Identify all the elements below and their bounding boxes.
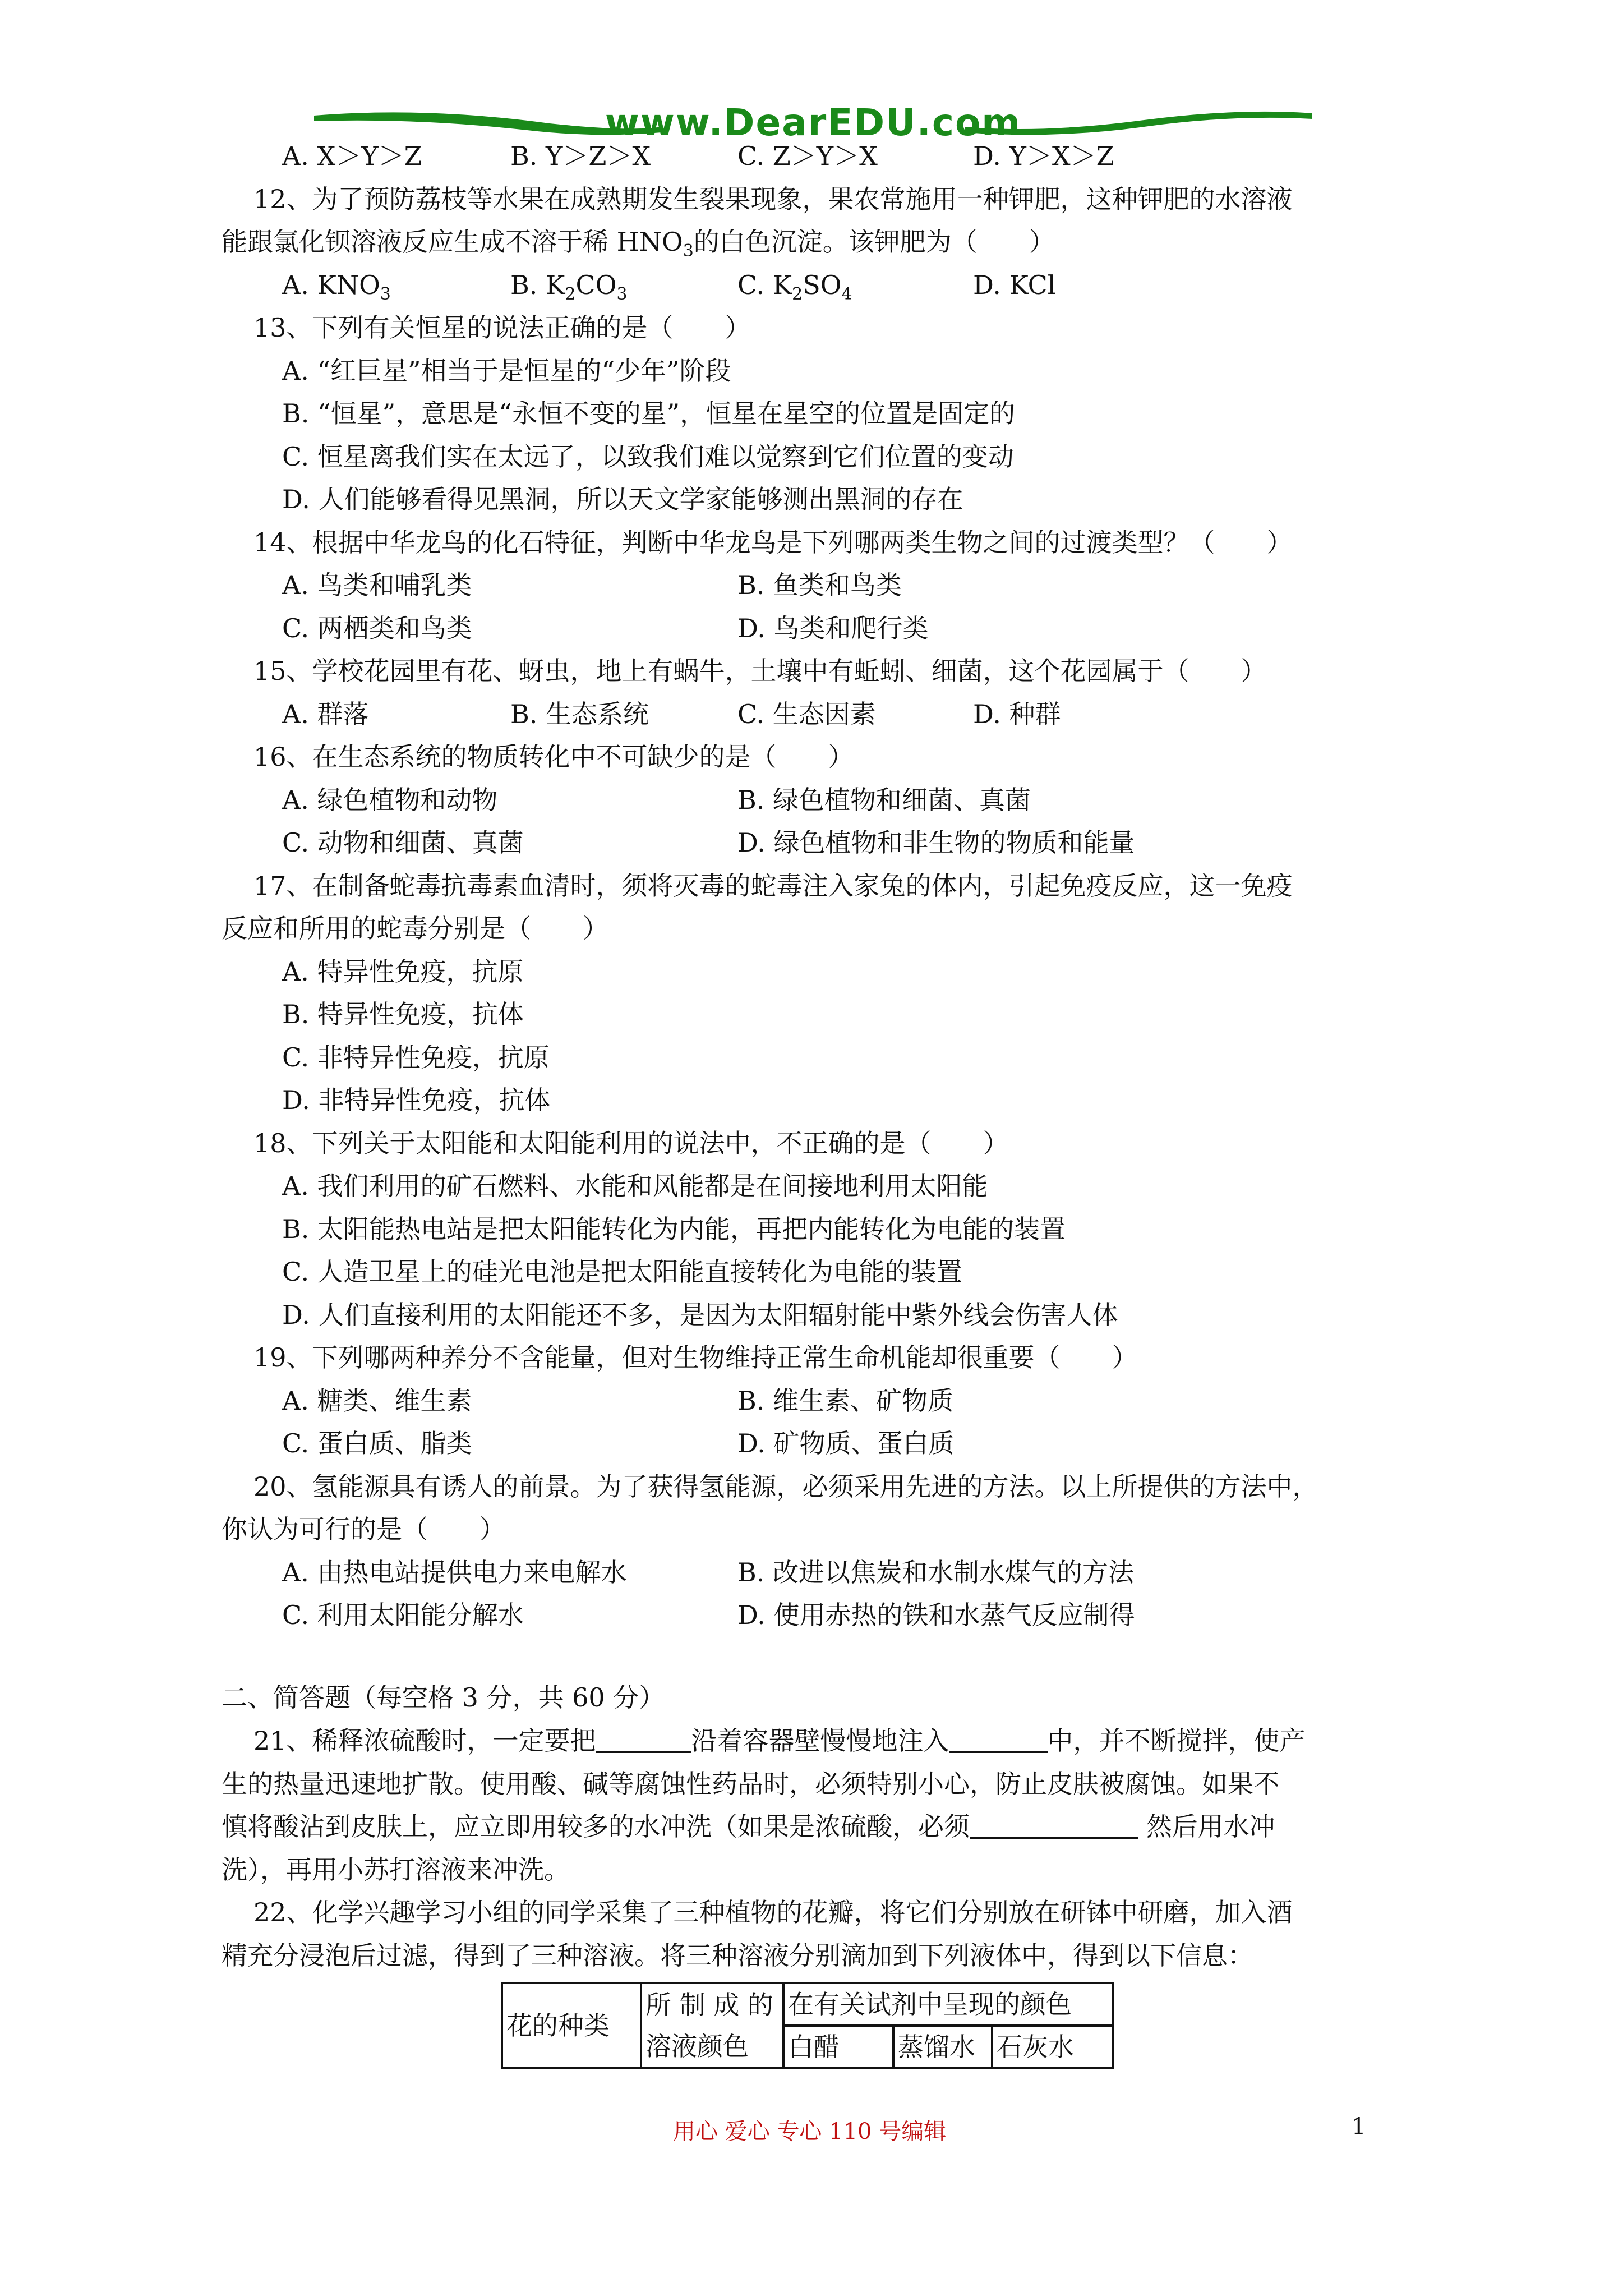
q13-option-d: D. 人们能够看得见黑洞，所以天文学家能够测出黑洞的存在 (282, 484, 963, 514)
q20-option-a: A. 由热电站提供电力来电解水 (282, 1557, 627, 1588)
q14-option-d: D. 鸟类和爬行类 (737, 613, 929, 643)
q16-stem: 16、在生态系统的物质转化中不可缺少的是（ ） (253, 742, 854, 772)
section-heading: 二、简答题（每空格 3 分，共 60 分） (222, 1682, 665, 1713)
page-number: 1 (1352, 2114, 1366, 2139)
answer-blank-3[interactable] (970, 1812, 1138, 1839)
q18-option-b: B. 太阳能热电站是把太阳能转化为内能，再把内能转化为电能的装置 (282, 1214, 1066, 1244)
q17-stem-line1: 17、在制备蛇毒抗毒素血清时，须将灭毒的蛇毒注入家兔的体内，引起免疫反应，这一免疫 (253, 871, 1293, 901)
q21-line2: 生的热量迅速地扩散。使用酸、碱等腐蚀性药品时，必须特别小心，防止皮肤被腐蚀。如果不 (222, 1769, 1279, 1799)
q11-option-b: B. Y＞Z＞X (510, 141, 651, 171)
q14-option-a: A. 鸟类和哺乳类 (282, 570, 472, 600)
q13-stem: 13、下列有关恒星的说法正确的是（ ） (253, 312, 751, 343)
q12-stem-line2: 能跟氯化钡溶液反应生成不溶于稀 $HNO_3$的白色沉淀。该钾肥为（ ） (222, 227, 1055, 261)
q19-option-b: B. 维生素、矿物质 (737, 1386, 954, 1416)
q14-option-b: B. 鱼类和鸟类 (737, 570, 902, 600)
q18-option-c: C. 人造卫星上的硅光电池是把太阳能直接转化为电能的装置 (282, 1257, 962, 1287)
q15-option-b: B. 生态系统 (510, 699, 649, 729)
flower-color-table (501, 1982, 1114, 2069)
q18-stem: 18、下列关于太阳能和太阳能利用的说法中，不正确的是（ ） (253, 1128, 1009, 1158)
q20-stem-line2: 你认为可行的是（ ） (222, 1514, 505, 1544)
q14-option-c: C. 两栖类和鸟类 (282, 613, 472, 643)
answer-blank-2[interactable] (949, 1727, 1048, 1753)
q19-option-c: C. 蛋白质、脂类 (282, 1428, 472, 1458)
q12-option-c: C. $K_2SO_4$ (737, 270, 852, 304)
q21-line1: 21、稀释浓硫酸时，一定要把 沿着容器壁慢慢地注入 中，并不断搅拌，使产 (253, 1726, 1306, 1756)
q15-stem: 15、学校花园里有花、蚜虫，地上有蜗牛，土壤中有蚯蚓、细菌，这个花园属于（ ） (253, 656, 1267, 686)
q20-option-b: B. 改进以焦炭和水制水煤气的方法 (737, 1557, 1135, 1588)
q21-line3: 慎将酸沾到皮肤上，应立即用较多的水冲洗（如果是浓硫酸，必须 然后用水冲 (222, 1811, 1275, 1842)
q13-option-a: A. “红巨星”相当于是恒星的“少年”阶段 (282, 356, 731, 386)
table-header-lime-water: 石灰水 (992, 2026, 1113, 2068)
header-site-name[interactable]: www.DearEDU.com (605, 101, 1022, 144)
table-header-white-vinegar: 白醋 (783, 2026, 893, 2068)
q11-option-c: C. Z＞Y＞X (737, 141, 878, 171)
q16-option-c: C. 动物和细菌、真菌 (282, 827, 524, 858)
table-header-distilled-water: 蒸馏水 (893, 2026, 992, 2068)
q20-stem-line1: 20、氢能源具有诱人的前景。为了获得氢能源，必须采用先进的方法。以上所提供的方法中， (253, 1471, 1318, 1502)
q17-option-b: B. 特异性免疫，抗体 (282, 999, 524, 1029)
answer-blank-1[interactable] (596, 1727, 691, 1753)
q15-option-a: A. 群落 (282, 699, 369, 729)
q18-option-d: D. 人们直接利用的太阳能还不多，是因为太阳辐射能中紫外线会伤害人体 (282, 1300, 1118, 1330)
q11-option-a: A. X＞Y＞Z (282, 141, 422, 171)
q22-line2: 精充分浸泡后过滤，得到了三种溶液。将三种溶液分别滴加到下列液体中，得到以下信息： (222, 1940, 1253, 1971)
q20-option-c: C. 利用太阳能分解水 (282, 1600, 524, 1630)
q12-option-d: D. KCl (973, 270, 1056, 300)
q12-stem-line1: 12、为了预防荔枝等水果在成熟期发生裂果现象，果农常施用一种钾肥，这种钾肥的水溶液 (253, 184, 1293, 214)
q15-option-c: C. 生态因素 (737, 699, 876, 729)
q17-stem-line2: 反应和所用的蛇毒分别是（ ） (222, 913, 608, 944)
table-header-reagent-color: 在有关试剂中呈现的颜色 (783, 1983, 1113, 2026)
q18-option-a: A. 我们利用的矿石燃料、水能和风能都是在间接地利用太阳能 (282, 1171, 988, 1201)
q21-line4: 洗），再用小苏打溶液来冲洗。 (222, 1855, 570, 1885)
table-header-flower-type: 花的种类 (502, 1983, 641, 2068)
q22-line1: 22、化学兴趣学习小组的同学采集了三种植物的花瓣，将它们分别放在研钵中研磨，加入酒 (253, 1897, 1293, 1927)
q19-stem: 19、下列哪两种养分不含能量，但对生物维持正常生命机能却很重要（ ） (253, 1342, 1138, 1373)
table-header-solution-color-line2: 溶液颜色 (641, 2026, 783, 2068)
q11-option-d: D. Y＞X＞Z (973, 141, 1114, 171)
q16-option-d: D. 绿色植物和非生物的物质和能量 (737, 827, 1135, 858)
q13-option-c: C. 恒星离我们实在太远了，以致我们难以觉察到它们位置的变动 (282, 441, 1014, 472)
q15-option-d: D. 种群 (973, 699, 1061, 729)
q19-option-a: A. 糖类、维生素 (282, 1386, 472, 1416)
q17-option-a: A. 特异性免疫，抗原 (282, 956, 524, 987)
q12-option-b: B. $K_2CO_3$ (510, 270, 628, 304)
q13-option-b: B. “恒星”，意思是“永恒不变的星”，恒星在星空的位置是固定的 (282, 398, 1016, 429)
q20-option-d: D. 使用赤热的铁和水蒸气反应制得 (737, 1600, 1135, 1630)
q16-option-a: A. 绿色植物和动物 (282, 785, 498, 815)
q17-option-c: C. 非特异性免疫，抗原 (282, 1042, 550, 1073)
q12-option-a: A. $KNO_3$ (282, 270, 391, 304)
q17-option-d: D. 非特异性免疫，抗体 (282, 1085, 551, 1115)
footer-credit: 用心 爱心 专心 110 号编辑 (673, 2119, 947, 2145)
q16-option-b: B. 绿色植物和细菌、真菌 (737, 785, 1031, 815)
q19-option-d: D. 矿物质、蛋白质 (737, 1428, 955, 1458)
table-header-solution-color-line1: 所 制 成 的 (641, 1983, 783, 2026)
q14-stem: 14、根据中华龙鸟的化石特征，判断中华龙鸟是下列哪两类生物之间的过渡类型？（ ） (253, 527, 1293, 558)
